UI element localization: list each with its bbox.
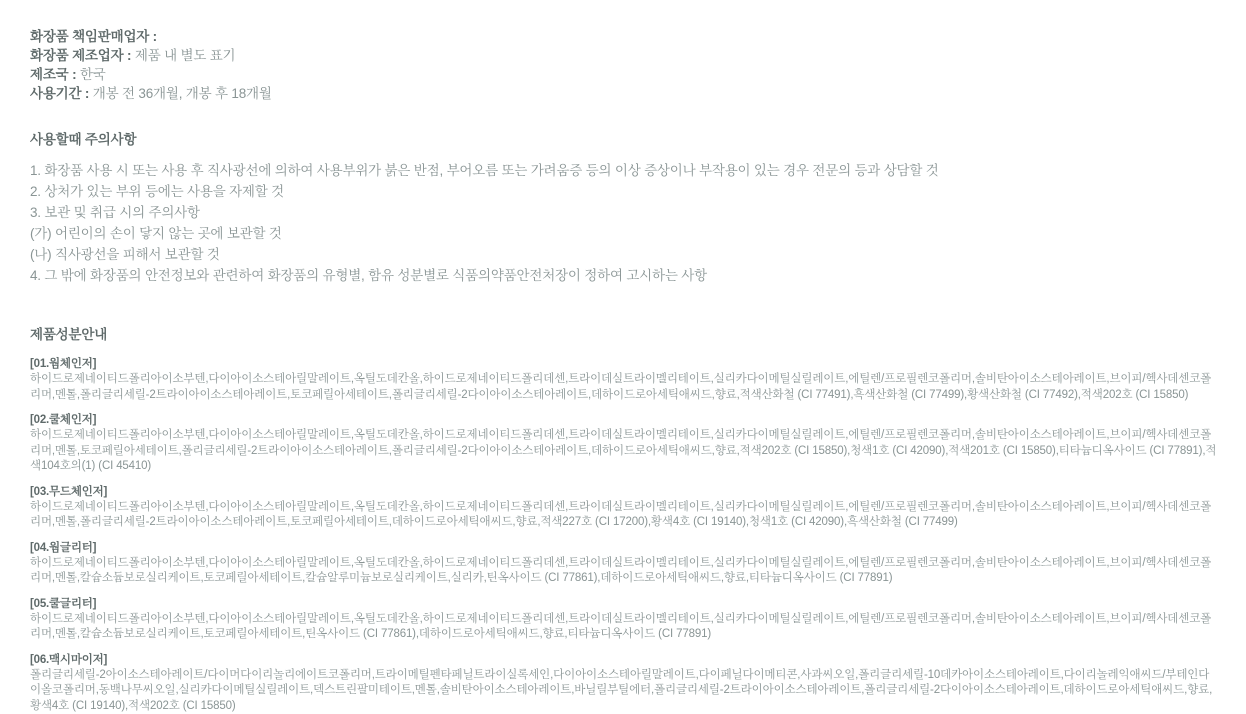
info-label: 화장품 제조업자 :	[30, 48, 131, 63]
ingredient-section-title: [06.맥시마이저]	[30, 652, 1218, 668]
info-label: 사용기간 :	[30, 86, 89, 101]
ingredient-section-text: 폴리글리세릴-2아이소스테아레이트/다이머다이리놀리에이트코폴리머,트라이메틸펜타페닐트라이실록세인,다이아이소스테아릴말레이트,다이페닐다이메티콘,사과씨오일,폴리글리세릴-10데카아이소스테아레이트,다이리놀레익애씨드/부테인다이올코폴리머,동백나무씨오일,실리카다이메틸실릴레이트,덱스트린팔미테이트,멘톨,솔비탄아이소스테아레이트,바닐릴부틸에터,폴리글리세릴-2트라이아이소스테아레이트,폴리글리세릴-2다이아이소스테아레이트,데하이드로아세틱애씨드,향료,황색4호 (CI 19140),적색202호 (CI 15850)	[30, 668, 1218, 714]
info-value: 제품 내 별도 표기	[135, 48, 236, 63]
ingredient-section-cool-glitter	[30, 596, 1218, 643]
ingredient-section-warm-changer	[30, 356, 1218, 403]
precautions-heading: 사용할때 주의사항	[30, 128, 1218, 148]
precaution-list	[30, 160, 1218, 286]
info-row-shelf-life	[30, 84, 1218, 103]
product-info-block	[30, 27, 1218, 103]
ingredients-heading: 제품성분안내	[30, 323, 1218, 343]
ingredient-section-text: 하이드로제네이티드폴리아이소부텐,다이아이소스테아릴말레이트,옥틸도데칸올,하이드로제네이티드폴리데센,트라이데실트라이멜리테이트,실리카다이메틸실릴레이트,에틸렌/프로필렌코폴리머,솔비탄아이소스테아레이트,브이피/헥사데센코폴리머,멘톨,토코페릴아세테이트,폴리글리세릴-2트라이아이소스테아레이트,폴리글리세릴-2다이아이소스테아레이트,데하이드로아세틱애씨드,향료,적색202호 (CI 15850),청색1호 (CI 42090),적색201호 (CI 15850),티타늄디옥사이드 (CI 77891),적색104호의(1) (CI 45410)	[30, 428, 1218, 475]
ingredient-section-cool-changer	[30, 412, 1218, 475]
ingredient-section-title: [05.쿨글리터]	[30, 596, 1218, 612]
info-value: 한국	[80, 67, 106, 82]
precaution-item: 1. 화장품 사용 시 또는 사용 후 직사광선에 의하여 사용부위가 붉은 반점, 부어오름 또는 가려움증 등의 이상 증상이나 부작용이 있는 경우 전문의 등과 상담할 것	[30, 160, 1218, 181]
info-value: 개봉 전 36개월, 개봉 후 18개월	[93, 86, 272, 101]
ingredient-section-warm-glitter	[30, 540, 1218, 587]
ingredient-section-title: [04.웜글리터]	[30, 540, 1218, 556]
precaution-item: 3. 보관 및 취급 시의 주의사항	[30, 202, 1218, 223]
ingredient-section-text: 하이드로제네이티드폴리아이소부텐,다이아이소스테아릴말레이트,옥틸도데칸올,하이드로제네이티드폴리데센,트라이데실트라이멜리테이트,실리카다이메틸실릴레이트,에틸렌/프로필렌코폴리머,솔비탄아이소스테아레이트,브이피/헥사데센코폴리머,멘톨,폴리글리세릴-2트라이아이소스테아레이트,토코페릴아세테이트,폴리글리세릴-2다이아이소스테아레이트,데하이드로아세틱애씨드,향료,적색산화철 (CI 77491),흑색산화철 (CI 77499),황색산화철 (CI 77492),적색202호 (CI 15850)	[30, 372, 1218, 403]
precaution-item: 4. 그 밖에 화장품의 안전정보와 관련하여 화장품의 유형별, 함유 성분별로 식품의약품안전처장이 정하여 고시하는 사항	[30, 265, 1218, 286]
ingredient-section-title: [01.웜체인저]	[30, 356, 1218, 372]
ingredient-section-text: 하이드로제네이티드폴리아이소부텐,다이아이소스테아릴말레이트,옥틸도데칸올,하이드로제네이티드폴리데센,트라이데실트라이멜리테이트,실리카다이메틸실릴레이트,에틸렌/프로필렌코폴리머,솔비탄아이소스테아레이트,브이피/헥사데센코폴리머,멘톨,칼슘소듐보로실리케이트,토코페릴아세테이트,칼슘알루미늄보로실리케이트,실리카,틴옥사이드 (CI 77861),데하이드로아세틱애씨드,향료,티타늄디옥사이드 (CI 77891)	[30, 556, 1218, 587]
ingredient-section-text: 하이드로제네이티드폴리아이소부텐,다이아이소스테아릴말레이트,옥틸도데칸올,하이드로제네이티드폴리데센,트라이데실트라이멜리테이트,실리카다이메틸실릴레이트,에틸렌/프로필렌코폴리머,솔비탄아이소스테아레이트,브이피/헥사데센코폴리머,멘톨,칼슘소듐보로실리케이트,토코페릴아세테이트,틴옥사이드 (CI 77861),데하이드로아세틱애씨드,향료,티타늄디옥사이드 (CI 77891)	[30, 612, 1218, 643]
info-row-seller	[30, 27, 1218, 46]
info-row-manufacturer	[30, 46, 1218, 65]
precaution-item: (나) 직사광선을 피해서 보관할 것	[30, 244, 1218, 265]
ingredient-section-mood-changer	[30, 484, 1218, 531]
info-label: 제조국 :	[30, 67, 76, 82]
precautions-section	[30, 128, 1218, 286]
info-row-country	[30, 65, 1218, 84]
ingredient-section-text: 하이드로제네이티드폴리아이소부텐,다이아이소스테아릴말레이트,옥틸도데칸올,하이드로제네이티드폴리데센,트라이데실트라이멜리테이트,실리카다이메틸실릴레이트,에틸렌/프로필렌코폴리머,솔비탄아이소스테아레이트,브이피/헥사데센코폴리머,멘톨,폴리글리세릴-2트라이아이소스테아레이트,토코페릴아세테이트,데하이드로아세틱애씨드,향료,적색227호 (CI 17200),황색4호 (CI 19140),청색1호 (CI 42090),흑색산화철 (CI 77499)	[30, 500, 1218, 531]
info-label: 화장품 책임판매업자 :	[30, 29, 157, 44]
precaution-item: 2. 상처가 있는 부위 등에는 사용을 자제할 것	[30, 181, 1218, 202]
ingredients-section	[30, 323, 1218, 714]
precaution-item: (가) 어린이의 손이 닿지 않는 곳에 보관할 것	[30, 223, 1218, 244]
ingredient-section-maximizer	[30, 652, 1218, 714]
ingredient-section-title: [03.무드체인저]	[30, 484, 1218, 500]
ingredient-sections	[30, 356, 1218, 714]
ingredient-section-title: [02.쿨체인저]	[30, 412, 1218, 428]
